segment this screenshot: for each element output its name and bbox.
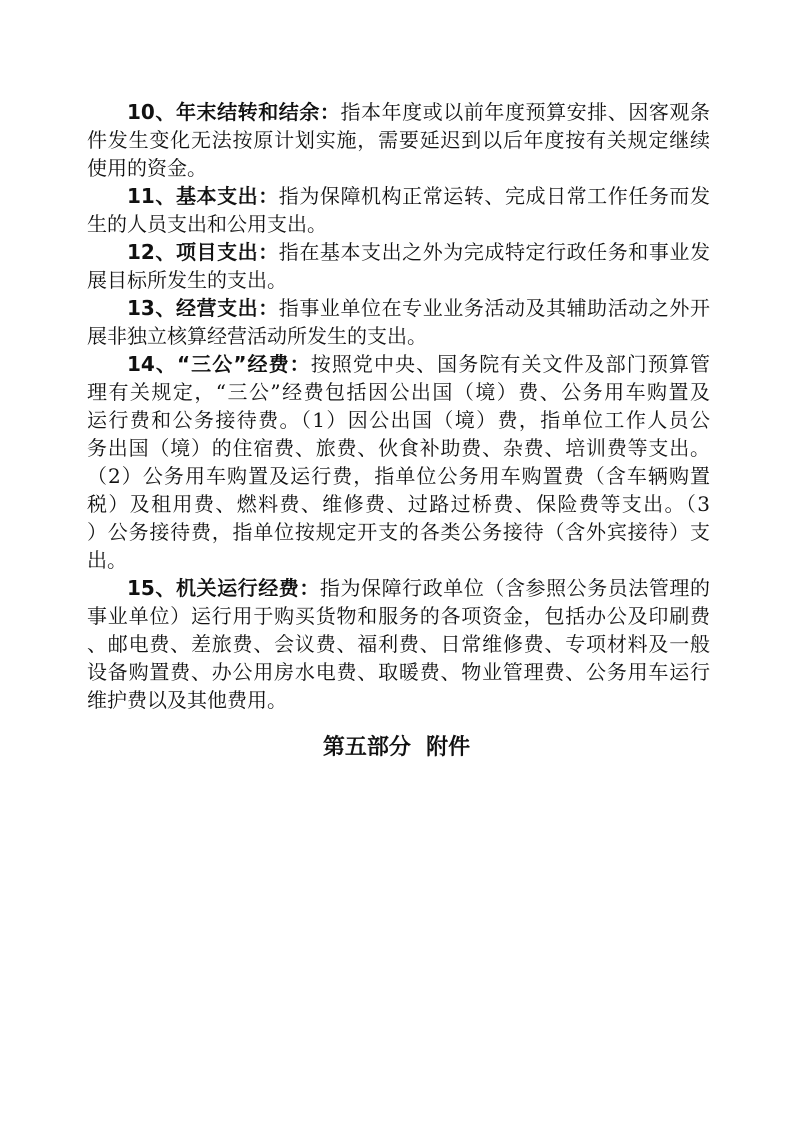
term-label: 10、年末结转和结余： bbox=[127, 100, 341, 124]
line-text: 运行费和公务接待费。（1）因公出国（境）费，指单位工作人员公 bbox=[87, 408, 710, 432]
paragraph-line bbox=[87, 154, 710, 182]
definition-paragraph bbox=[87, 574, 710, 714]
paragraph-line bbox=[87, 238, 710, 266]
definition-paragraph bbox=[87, 98, 710, 182]
line-text: 出。 bbox=[87, 548, 127, 572]
line-text: 指事业单位在专业业务活动及其辅助活动之外开 bbox=[278, 296, 710, 320]
term-label: 13、经营支出： bbox=[127, 296, 279, 320]
line-text: 设备购置费、办公用房水电费、取暖费、物业管理费、公务用车运行 bbox=[87, 660, 710, 684]
paragraph-line bbox=[87, 686, 710, 714]
paragraph-line bbox=[87, 378, 710, 406]
paragraph-line bbox=[87, 546, 710, 574]
term-label: 15、机关运行经费： bbox=[127, 576, 320, 600]
paragraph-line bbox=[87, 490, 710, 518]
paragraph-line bbox=[87, 518, 710, 546]
paragraph-line bbox=[87, 602, 710, 630]
paragraph-line bbox=[87, 266, 710, 294]
paragraph-line bbox=[87, 406, 710, 434]
paragraph-line bbox=[87, 210, 710, 238]
line-text: 维护费以及其他费用。 bbox=[87, 688, 287, 712]
paragraph-line bbox=[87, 294, 710, 322]
paragraph-line bbox=[87, 182, 710, 210]
paragraph-line bbox=[87, 126, 710, 154]
line-text: 展目标所发生的支出。 bbox=[87, 268, 287, 292]
definition-paragraph bbox=[87, 182, 710, 238]
document-body bbox=[87, 98, 710, 714]
paragraph-line bbox=[87, 434, 710, 462]
line-text: 、邮电费、差旅费、会议费、福利费、日常维修费、专项材料及一般 bbox=[87, 632, 710, 656]
line-text: 展非独立核算经营活动所发生的支出。 bbox=[87, 324, 427, 348]
line-text: 税）及租用费、燃料费、维修费、过路过桥费、保险费等支出。（3 bbox=[87, 492, 710, 516]
paragraph-line bbox=[87, 322, 710, 350]
paragraph-line bbox=[87, 350, 710, 378]
line-text: 件发生变化无法按原计划实施，需要延迟到以后年度按有关规定继续 bbox=[87, 128, 710, 152]
paragraph-line bbox=[87, 658, 710, 686]
section-heading: 第五部分 附件 bbox=[322, 735, 471, 760]
line-text: 指为保障行政单位（含参照公务员法管理的 bbox=[319, 576, 710, 600]
term-label: 11、基本支出： bbox=[127, 184, 279, 208]
line-text: 指本年度或以前年度预算安排、因客观条 bbox=[340, 100, 710, 124]
term-label: 12、项目支出： bbox=[127, 240, 279, 264]
paragraph-line bbox=[87, 462, 710, 490]
paragraph-line bbox=[87, 630, 710, 658]
line-text: 理有关规定，“三公”经费包括因公出国（境）费、公务用车购置及 bbox=[87, 380, 710, 404]
paragraph-line bbox=[87, 574, 710, 602]
paragraph-line bbox=[87, 98, 710, 126]
line-text: ）公务接待费，指单位按规定开支的各类公务接待（含外宾接待）支 bbox=[87, 520, 710, 544]
definition-paragraph bbox=[87, 350, 710, 574]
definition-paragraph bbox=[87, 294, 710, 350]
line-text: 生的人员支出和公用支出。 bbox=[87, 212, 327, 236]
term-label: 14、“三公”经费： bbox=[127, 352, 311, 376]
line-text: 事业单位）运行用于购买货物和服务的各项资金，包括办公及印刷费 bbox=[87, 604, 710, 628]
line-text: 指在基本支出之外为完成特定行政任务和事业发 bbox=[278, 240, 710, 264]
line-text: 使用的资金。 bbox=[87, 156, 207, 180]
line-text: 指为保障机构正常运转、完成日常工作任务而发 bbox=[278, 184, 710, 208]
line-text: （2）公务用车购置及运行费，指单位公务用车购置费（含车辆购置 bbox=[87, 464, 710, 488]
line-text: 务出国（境）的住宿费、旅费、伙食补助费、杂费、培训费等支出。 bbox=[87, 436, 710, 460]
line-text: 按照党中央、国务院有关文件及部门预算管 bbox=[310, 352, 710, 376]
definition-paragraph bbox=[87, 238, 710, 294]
